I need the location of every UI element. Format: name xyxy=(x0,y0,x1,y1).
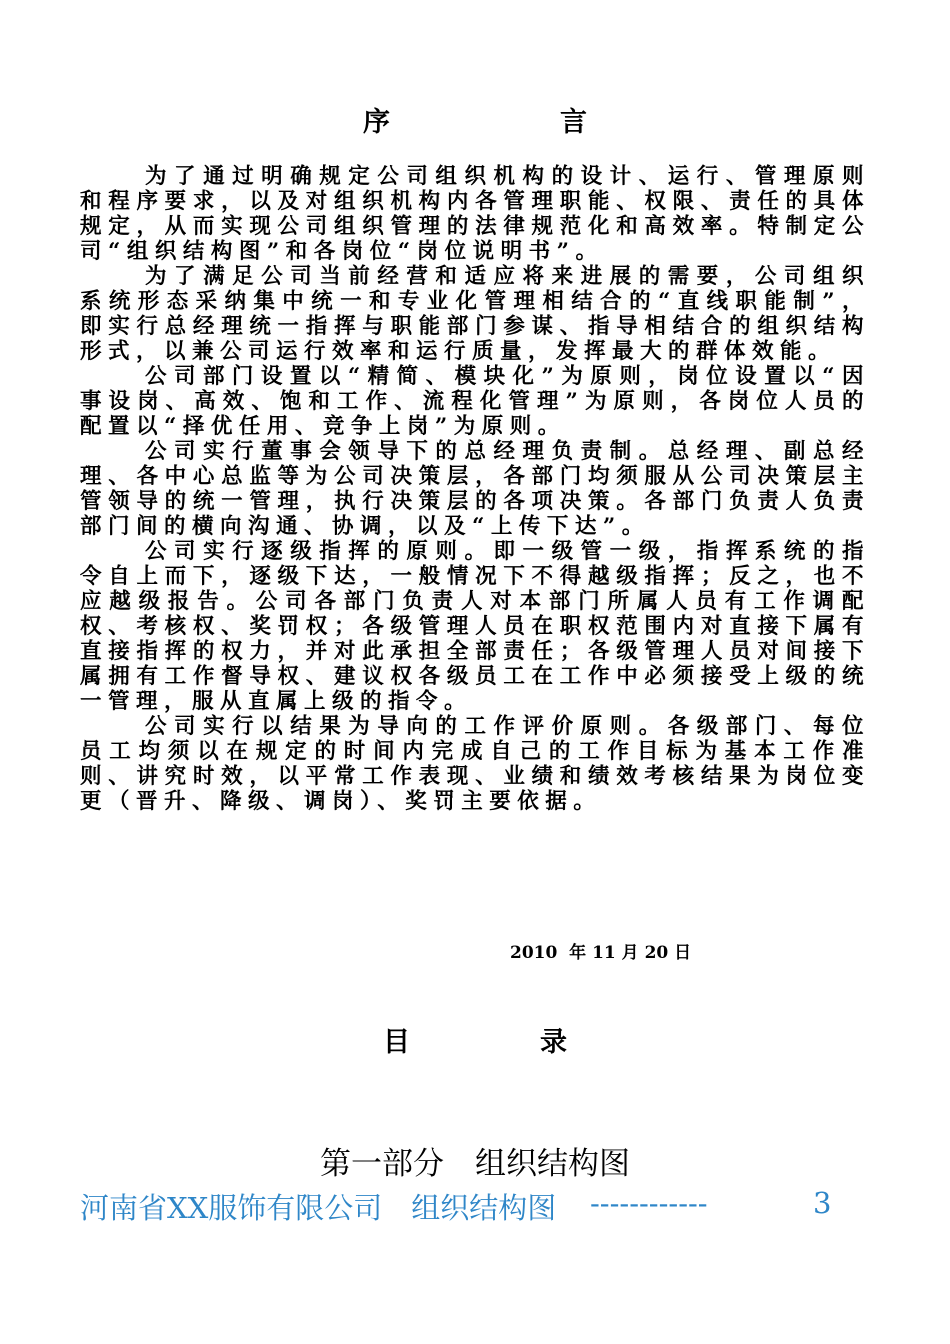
toc-title-right: 录 xyxy=(540,1027,567,1058)
toc-title-left: 目 xyxy=(383,1027,410,1058)
preface-paragraph-1: 为了通过明确规定公司组织机构的设计、运行、管理原则和程序要求，以及对组织机构内各管理职能、权限、责任的具体规定，从而实现公司组织管理的法律规范化和高效率。特制定公司“组织结构图”和各岗位“岗位说明书”。 xyxy=(80,164,870,264)
toc-entry-link[interactable] xyxy=(80,1186,880,1226)
preface-paragraph-3: 公司部门设置以“精简、模块化”为原则，岗位设置以“因事设岗、高效、饱和工作、流程化管理”为原则，各岗位人员的配置以“择优任用、竞争上岗”为原则。 xyxy=(80,364,870,439)
preface-date: 2010 年 11 月 20 日 xyxy=(510,943,692,963)
preface-paragraph-5: 公司实行逐级指挥的原则。即一级管一级，指挥系统的指令自上而下，逐级下达，一般情况下不得越级指挥；反之，也不应越级报告。公司各部门负责人对本部门所属人员有工作调配权、考核权、奖罚权；各级管理人员在职权范围内对直接下属有直接指挥的权力，并对此承担全部责任；各级管理人员对间接下属拥有工作督导权、建议权各级员工在工作中必须接受上级的统一管理，服从直属上级的指令。 xyxy=(80,539,870,714)
preface-title xyxy=(0,100,950,139)
toc-entry-label: 河南省XX服饰有限公司 组织结构图 xyxy=(80,1191,557,1225)
toc-entry-leader: ------------ xyxy=(590,1186,708,1220)
toc-title xyxy=(0,1020,950,1059)
preface-paragraph-2: 为了满足公司当前经营和适应将来进展的需要，公司组织系统形态采纳集中统一和专业化管理相结合的“直线职能制”，即实行总经理统一指挥与职能部门参谋、指导相结合的组织结构形式，以兼公司运行效率和运行质量，发挥最大的群体效能。 xyxy=(80,264,870,364)
preface-body xyxy=(80,164,870,814)
preface-paragraph-6: 公司实行以结果为导向的工作评价原则。各级部门、每位员工均须以在规定的时间内完成自己的工作目标为基本工作准则、讲究时效，以平常工作表现、业绩和绩效考核结果为岗位变更（晋升、降级、调岗）、奖罚主要依据。 xyxy=(80,714,870,814)
toc-part-heading: 第一部分 组织结构图 xyxy=(320,1146,630,1182)
preface-title-left: 序 xyxy=(363,107,390,138)
toc-entry-page-number: 3 xyxy=(813,1186,832,1220)
preface-title-right: 言 xyxy=(560,107,587,138)
preface-paragraph-4: 公司实行董事会领导下的总经理负责制。总经理、副总经理、各中心总监等为公司决策层，各部门均须服从公司决策层主管领导的统一管理，执行决策层的各项决策。各部门负责人负责部门间的横向沟通、协调，以及“上传下达”。 xyxy=(80,439,870,539)
